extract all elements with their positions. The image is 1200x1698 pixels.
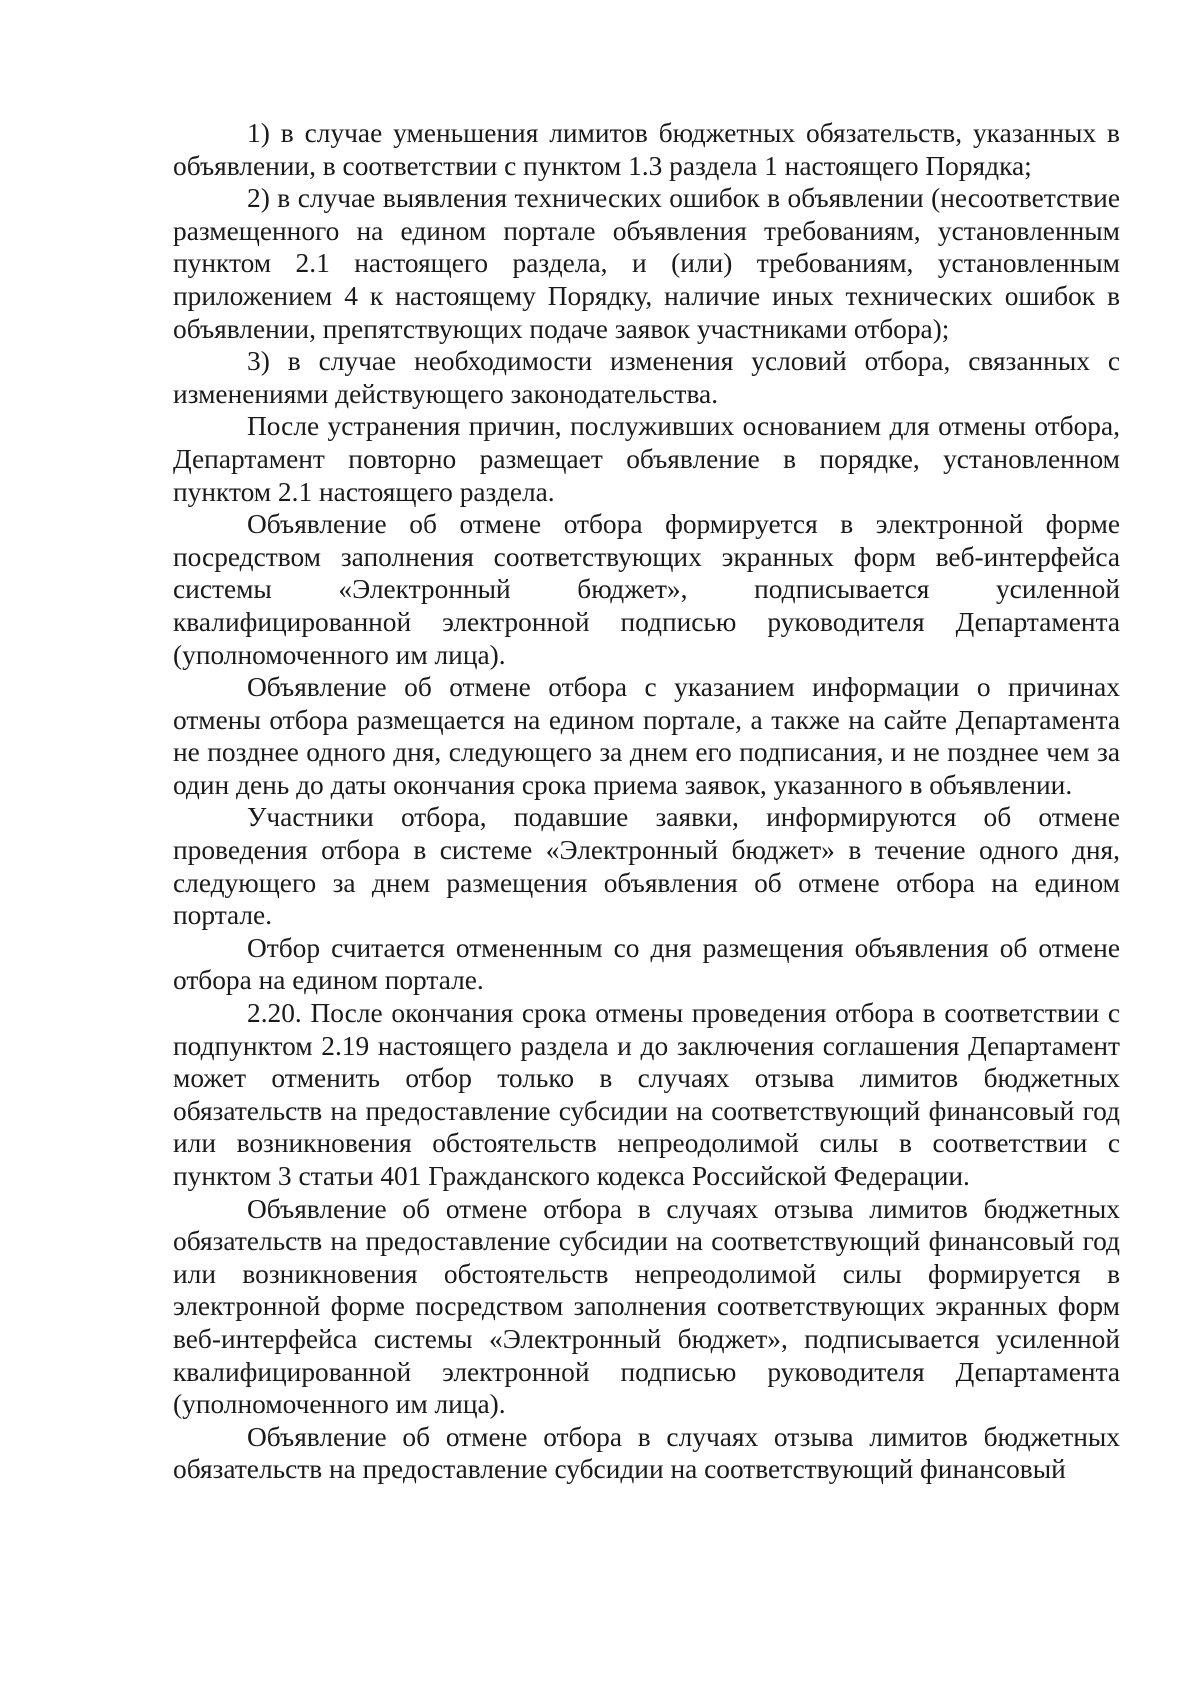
- paragraph-force-majeure-notice-continued: Объявление об отмене отбора в случаях отзыва лимитов бюджетных обязательств на предоставление субсидии на соответствующий финансовый: [173, 1421, 1120, 1485]
- paragraph-after-elimination: После устранения причин, послуживших основанием для отмены отбора, Департамент повторно размещает объявление в порядке, установленном пунктом 2.1 настоящего раздела.: [173, 411, 1120, 507]
- paragraph-item-2: 2) в случае выявления технических ошибок в объявлении (несоответствие размещенного на едином портале объявления требованиям, установленным пунктом 2.1 настоящего раздела, и (или) требованиям, установленным приложением 4 к настоящему Порядку, наличие иных технических ошибок в объявлении, препятствующих подаче заявок участниками отбора);: [173, 183, 1120, 344]
- paragraph-force-majeure-notice-form: Объявление об отмене отбора в случаях отзыва лимитов бюджетных обязательств на предоставление субсидии на соответствующий финансовый год или возникновения обстоятельств непреодолимой силы формируется в электронной форме посредством заполнения соответствующих экранных форм веб-интерфейса системы «Электронный бюджет», подписывается усиленной квалифицированной электронной подписью руководителя Департамента (уполномоченного им лица).: [173, 1193, 1120, 1420]
- paragraph-participants-informed: Участники отбора, подавшие заявки, информируются об отмене проведения отбора в системе «Электронный бюджет» в течение одного дня, следующего за днем размещения объявления об отмене отбора на едином портале.: [173, 802, 1120, 931]
- paragraph-item-1: 1) в случае уменьшения лимитов бюджетных обязательств, указанных в объявлении, в соответствии с пунктом 1.3 раздела 1 настоящего Порядка;: [173, 118, 1120, 181]
- paragraph-item-3: 3) в случае необходимости изменения условий отбора, связанных с изменениями действующего законодательства.: [173, 346, 1120, 409]
- paragraph-cancellation-notice-form: Объявление об отмене отбора формируется в электронной форме посредством заполнения соответствующих экранных форм веб-интерфейса системы «Электронный бюджет», подписывается усиленной квалифицированной электронной подписью руководителя Департамента (уполномоченного им лица).: [173, 509, 1120, 670]
- paragraph-selection-cancelled: Отбор считается отмененным со дня размещения объявления об отмене отбора на едином портале.: [173, 932, 1120, 996]
- document-body: [173, 117, 1120, 1486]
- paragraph-clause-2-20: 2.20. После окончания срока отмены проведения отбора в соответствии с подпунктом 2.19 настоящего раздела и до заключения соглашения Департамент может отменить отбор только в случаях отзыва лимитов бюджетных обязательств на предоставление субсидии на соответствующий финансовый год или возникновения обстоятельств непреодолимой силы в соответствии с пунктом 3 статьи 401 Гражданского кодекса Российской Федерации.: [173, 998, 1120, 1191]
- paragraph-cancellation-notice-publication: Объявление об отмене отбора с указанием информации о причинах отмены отбора размещается на едином портале, а также на сайте Департамента не позднее одного дня, следующего за днем его подписания, и не позднее чем за один день до даты окончания срока приема заявок, указанного в объявлении.: [173, 672, 1120, 800]
